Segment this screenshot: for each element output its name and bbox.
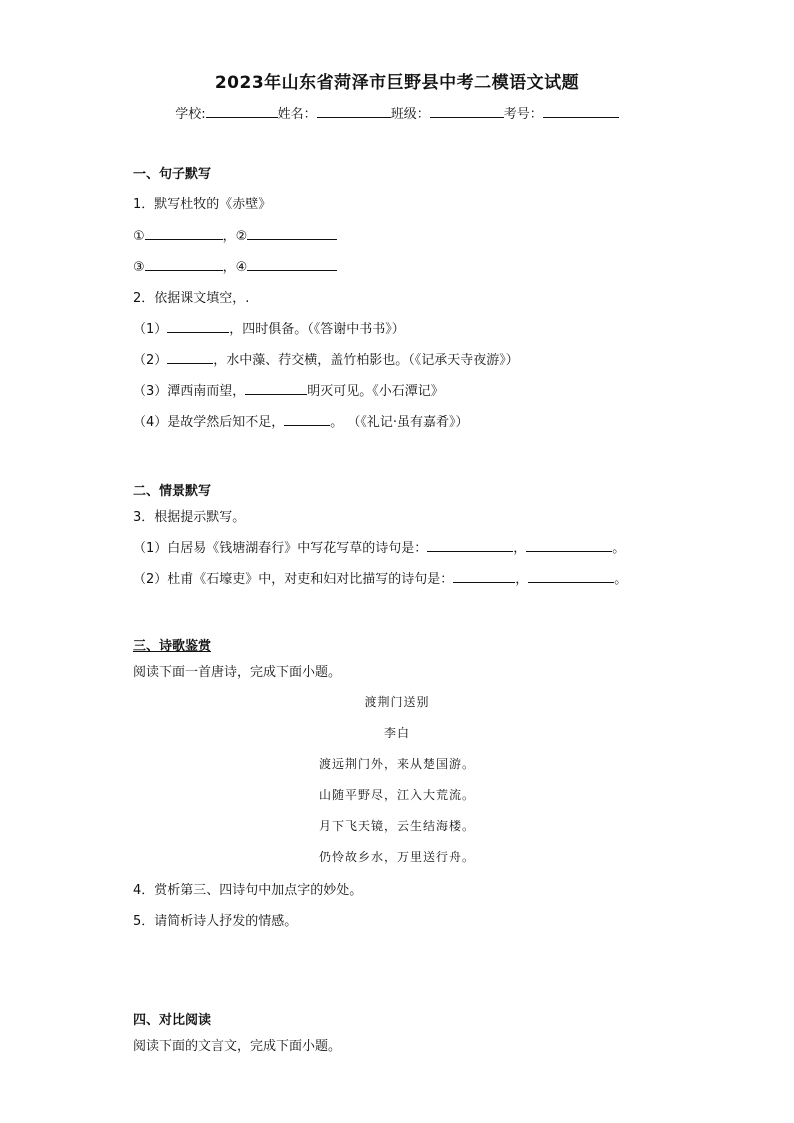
name-blank[interactable] (317, 105, 391, 118)
poem-line: 渡远荆门外，来从楚国游。 (318, 757, 475, 771)
marker-1: ① (133, 229, 145, 244)
class-blank[interactable] (430, 105, 504, 118)
q3-2-text: （2）杜甫《石壕吏》中，对吏和妇对比描写的诗句是： (133, 572, 454, 587)
question-1-row-b (133, 256, 337, 275)
answer-blank-2[interactable] (247, 227, 337, 240)
question-3-2 (133, 568, 627, 587)
q2-1-prefix: （1） (133, 322, 168, 337)
number-blank[interactable] (543, 105, 619, 118)
q2-1-blank[interactable] (167, 320, 229, 333)
question-2-3 (133, 380, 444, 399)
q3-1-period: 。 (612, 541, 626, 556)
marker-4: ，④ (222, 260, 248, 275)
q3-2-period: 。 (614, 572, 628, 587)
section-4-intro: 阅读下面的文言文，完成下面小题。 (133, 1039, 342, 1054)
q3-1-blank-b[interactable] (526, 539, 612, 552)
exam-title: 2023年山东省菏泽市巨野县中考二模语文试题 (214, 73, 580, 93)
q2-2-prefix: （2） (133, 353, 168, 368)
question-2: 2．依据课文填空，. (133, 291, 250, 306)
name-label: 姓名： (277, 107, 317, 122)
q3-1-text: （1）白居易《钱塘湖春行》中写花写草的诗句是： (133, 541, 428, 556)
answer-blank-3[interactable] (145, 258, 223, 271)
section-2-heading: 二、情景默写 (133, 484, 212, 499)
class-label: 班级： (390, 107, 430, 122)
school-blank[interactable] (206, 105, 278, 118)
q2-3-suffix: 明灭可见。《小石潭记》 (307, 384, 444, 399)
q3-1-blank-a[interactable] (427, 539, 513, 552)
q3-2-blank-a[interactable] (453, 570, 515, 583)
q2-4-prefix: （4）是故学然后知不足， (133, 415, 285, 430)
answer-blank-1[interactable] (145, 227, 223, 240)
q3-2-blank-b[interactable] (528, 570, 614, 583)
question-2-2 (133, 349, 519, 368)
question-1: 1．默写杜牧的《赤壁》 (133, 197, 272, 212)
question-4: 4．赏析第三、四诗句中加点字的妙处。 (133, 883, 363, 898)
q2-3-prefix: （3）潭西南而望， (133, 384, 246, 399)
q2-2-blank[interactable] (167, 351, 213, 364)
poem-line: 月下飞天镜，云生结海楼。 (318, 819, 475, 833)
q3-2-comma: ， (515, 572, 529, 587)
answer-blank-4[interactable] (247, 258, 337, 271)
poem-title: 渡荆门送别 (364, 695, 430, 709)
q2-4-suffix: 。 （《礼记·虽有嘉肴》） (330, 415, 469, 430)
q2-1-suffix: ，四时俱备。（《答谢中书书》） (229, 322, 405, 337)
q2-2-suffix: ，水中藻、荇交横，盖竹柏影也。（《记承天寺夜游》） (213, 353, 519, 368)
question-3-1 (133, 537, 625, 556)
section-1-heading: 一、句子默写 (133, 167, 212, 182)
marker-3: ③ (133, 260, 145, 275)
section-3-intro: 阅读下面一首唐诗，完成下面小题。 (133, 665, 342, 680)
q3-1-comma: ， (513, 541, 527, 556)
question-5: 5．请简析诗人抒发的情感。 (133, 914, 298, 929)
number-label: 考号： (503, 107, 543, 122)
poem-author: 李白 (383, 726, 410, 740)
section-4-heading: 四、对比阅读 (133, 1013, 212, 1028)
poem-line: 山随平野尽，江入大荒流。 (318, 788, 475, 802)
poem-line: 仍怜故乡水，万里送行舟。 (318, 850, 475, 864)
q2-4-blank[interactable] (284, 413, 330, 426)
question-2-1 (133, 318, 405, 337)
student-info-line (0, 103, 794, 122)
section-3-heading: 三、诗歌鉴赏 (133, 639, 212, 654)
q2-3-blank[interactable] (245, 382, 307, 395)
question-3: 3．根据提示默写。 (133, 510, 246, 525)
question-2-4 (133, 411, 469, 430)
question-1-row-a (133, 225, 337, 244)
school-label: 学校: (175, 107, 206, 122)
marker-2: ，② (222, 229, 248, 244)
